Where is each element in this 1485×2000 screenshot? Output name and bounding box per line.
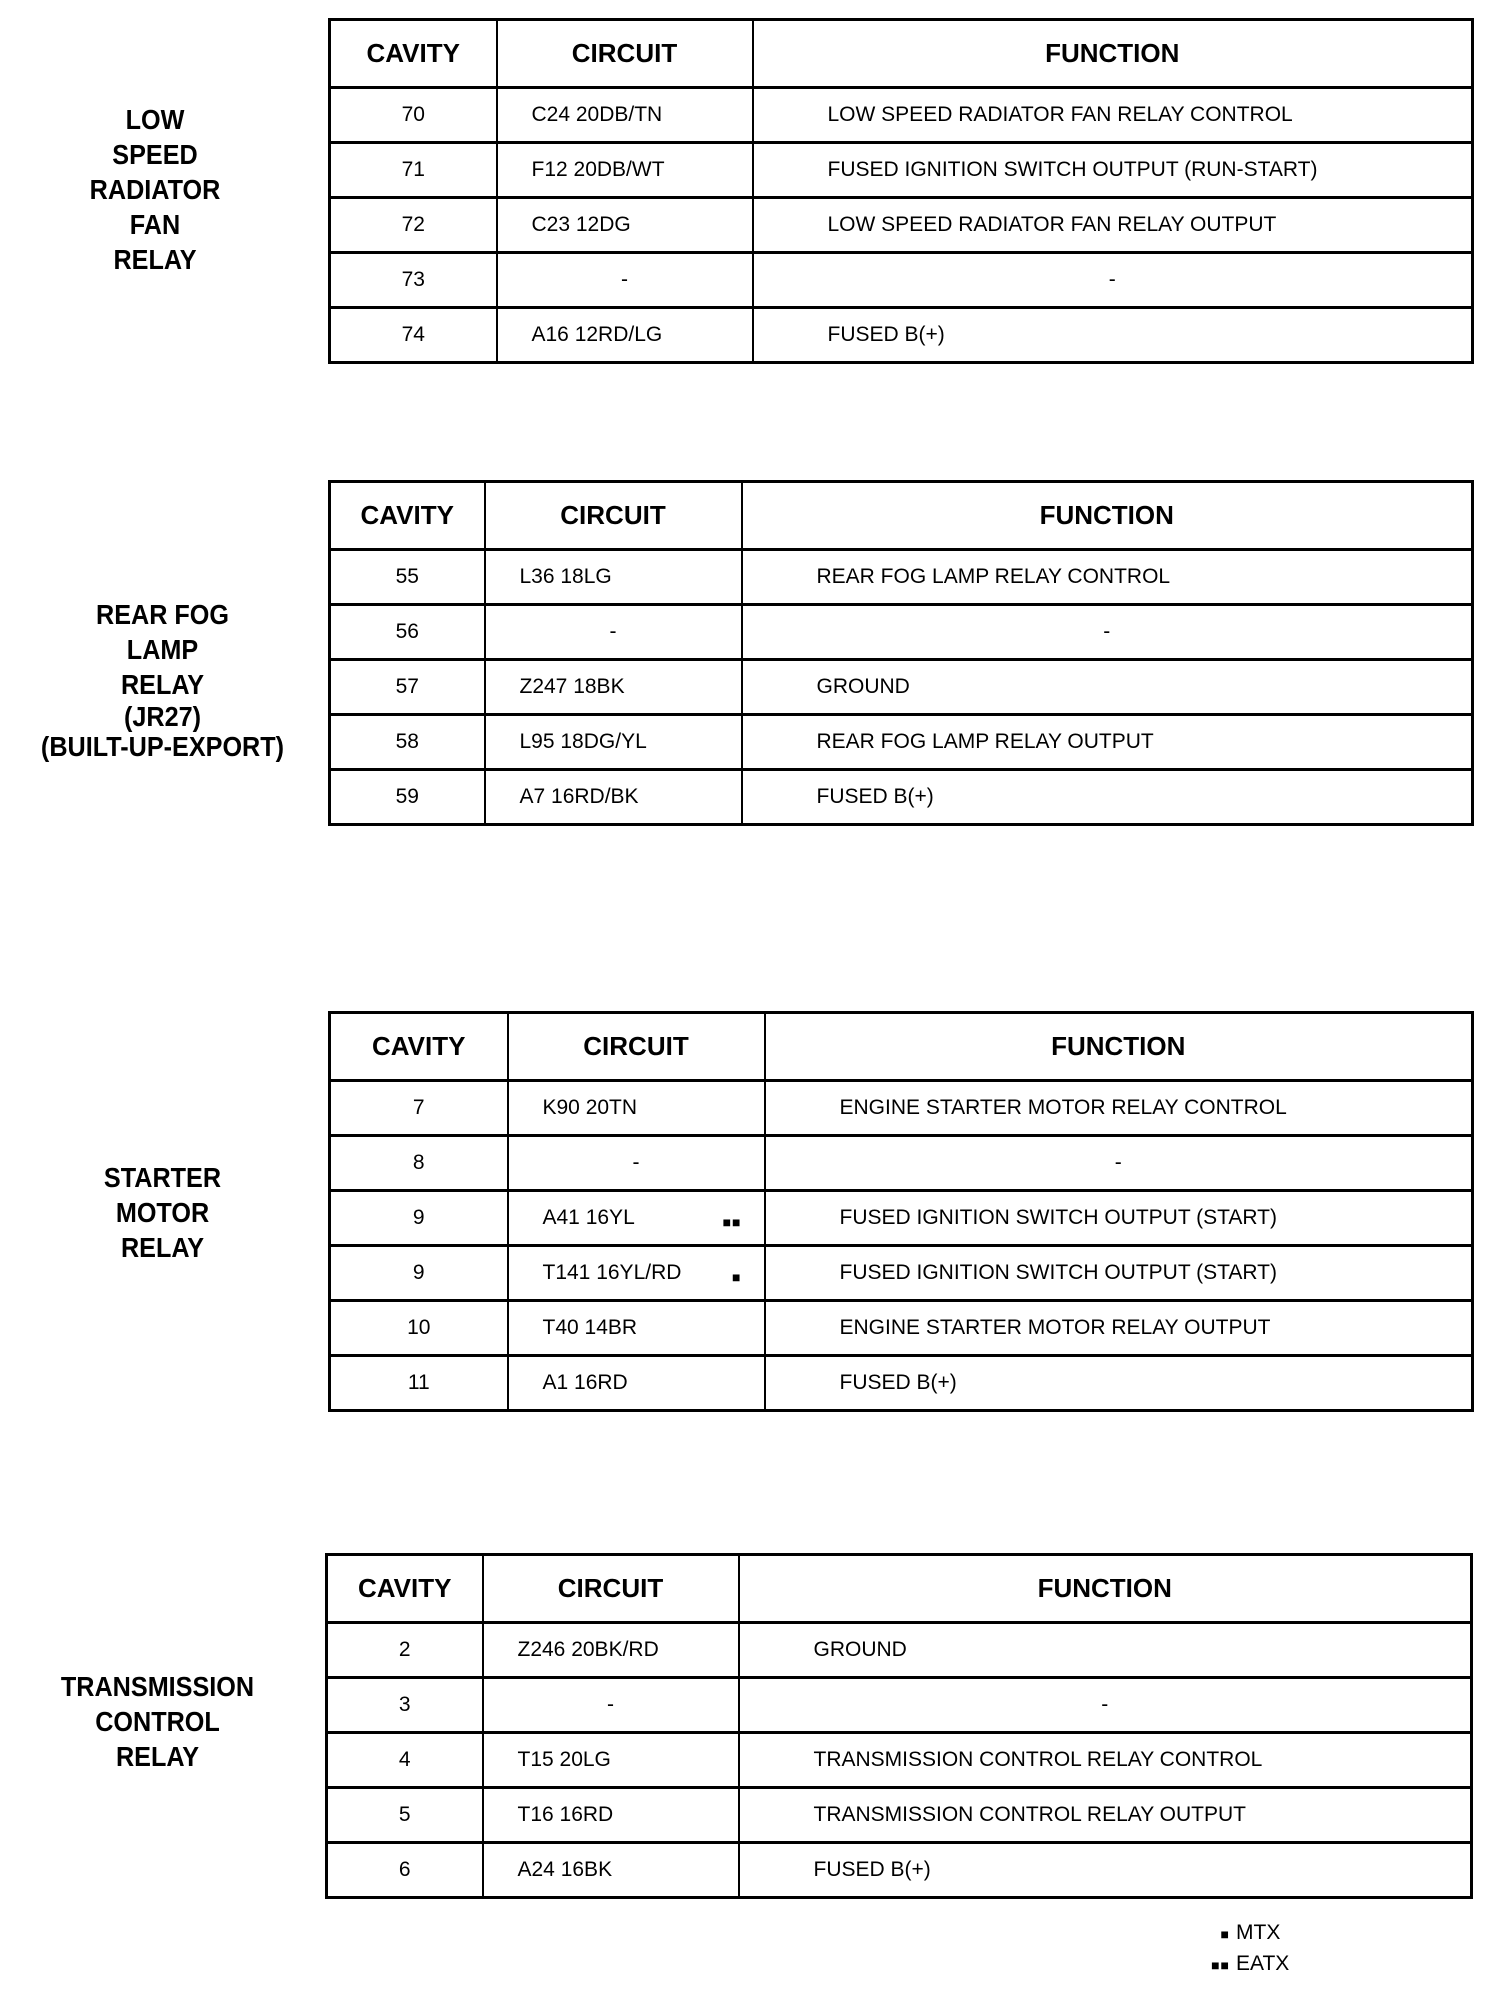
cavity-cell: 74 [330, 308, 497, 363]
function-header: FUNCTION [742, 482, 1473, 550]
function-cell: TRANSMISSION CONTROL RELAY CONTROL [739, 1733, 1472, 1788]
label-line: RELAY [120, 1232, 205, 1263]
circuit-cell: - [497, 253, 753, 308]
cavity-cell: 10 [330, 1301, 508, 1356]
cavity-header: CAVITY [330, 1013, 508, 1081]
circuit-cell: A1 16RD [508, 1356, 765, 1411]
cavity-header: CAVITY [327, 1555, 483, 1623]
transmission-control-relay-table [325, 1553, 1473, 1899]
cavity-cell: 70 [330, 88, 497, 143]
function-cell: - [765, 1136, 1473, 1191]
circuit-header: CIRCUIT [485, 482, 742, 550]
table-row [330, 198, 1473, 253]
function-cell: FUSED IGNITION SWITCH OUTPUT (START) [765, 1191, 1473, 1246]
circuit-cell: T40 14BR [508, 1301, 765, 1356]
legend-label: MTX [1236, 1921, 1281, 1944]
cavity-cell: 11 [330, 1356, 508, 1411]
function-header: FUNCTION [765, 1013, 1473, 1081]
function-cell: FUSED B(+) [765, 1356, 1473, 1411]
circuit-cell: - [483, 1678, 739, 1733]
eatx-marker-icon: ■■ [722, 1214, 742, 1230]
label-line: (BUILT-UP-EXPORT) [40, 731, 285, 762]
cavity-cell: 58 [330, 715, 485, 770]
function-cell: TRANSMISSION CONTROL RELAY OUTPUT [739, 1788, 1472, 1843]
label-line: (JR27) [123, 701, 202, 732]
legend-label: EATX [1236, 1952, 1290, 1975]
label-line: RELAY [115, 1741, 200, 1772]
cavity-cell: 6 [327, 1843, 483, 1898]
header-row [330, 20, 1473, 88]
cavity-header: CAVITY [330, 482, 485, 550]
table-row [330, 550, 1473, 605]
circuit-cell: A16 12RD/LG [497, 308, 753, 363]
function-cell: GROUND [742, 660, 1473, 715]
circuit-code: A41 16YL [542, 1206, 635, 1229]
table-row [327, 1623, 1472, 1678]
function-header: FUNCTION [753, 20, 1473, 88]
circuit-header: CIRCUIT [497, 20, 753, 88]
function-cell: LOW SPEED RADIATOR FAN RELAY CONTROL [753, 88, 1473, 143]
table-row [330, 1191, 1473, 1246]
cavity-cell: 57 [330, 660, 485, 715]
cavity-cell: 8 [330, 1136, 508, 1191]
function-cell: FUSED IGNITION SWITCH OUTPUT (START) [765, 1246, 1473, 1301]
table-row [330, 1246, 1473, 1301]
low-speed-radiator-fan-relay-table [328, 18, 1474, 364]
cavity-cell: 55 [330, 550, 485, 605]
label-line: REAR FOG [95, 599, 230, 630]
function-cell: REAR FOG LAMP RELAY OUTPUT [742, 715, 1473, 770]
rear-fog-lamp-relay-label [34, 597, 291, 762]
table-row [327, 1843, 1472, 1898]
label-line: FAN [129, 209, 181, 240]
function-cell: FUSED IGNITION SWITCH OUTPUT (RUN-START) [753, 143, 1473, 198]
circuit-cell: T16 16RD [483, 1788, 739, 1843]
label-line: CONTROL [95, 1706, 220, 1737]
starter-motor-relay-table [328, 1011, 1474, 1412]
table-row [330, 770, 1473, 825]
eatx-marker-icon: ■■ [1211, 1957, 1230, 1973]
circuit-cell: A7 16RD/BK [485, 770, 742, 825]
cavity-cell: 5 [327, 1788, 483, 1843]
label-line: SPEED [112, 139, 198, 170]
table-row [330, 605, 1473, 660]
function-header: FUNCTION [739, 1555, 1472, 1623]
header-row [330, 482, 1473, 550]
circuit-cell: L95 18DG/YL [485, 715, 742, 770]
rear-fog-lamp-relay-table [328, 480, 1474, 826]
cavity-cell: 9 [330, 1246, 508, 1301]
table-row [330, 715, 1473, 770]
cavity-cell: 59 [330, 770, 485, 825]
circuit-cell: - [508, 1136, 765, 1191]
table-row [330, 1136, 1473, 1191]
function-cell: FUSED B(+) [739, 1843, 1472, 1898]
circuit-code: T141 16YL/RD [542, 1261, 682, 1284]
cavity-cell: 73 [330, 253, 497, 308]
table-row [327, 1678, 1472, 1733]
table-row [327, 1788, 1472, 1843]
circuit-cell [508, 1191, 765, 1246]
header-row [327, 1555, 1472, 1623]
table-row [330, 308, 1473, 363]
circuit-cell: C23 12DG [497, 198, 753, 253]
cavity-cell: 7 [330, 1081, 508, 1136]
cavity-cell: 3 [327, 1678, 483, 1733]
table-row [327, 1733, 1472, 1788]
label-line: MOTOR [115, 1197, 210, 1228]
circuit-cell: L36 18LG [485, 550, 742, 605]
low-speed-radiator-fan-relay-label [70, 102, 241, 277]
label-line: RELAY [120, 669, 205, 700]
circuit-header: CIRCUIT [508, 1013, 765, 1081]
table-row [330, 1356, 1473, 1411]
legend-item-eatx [1196, 1949, 1289, 1980]
transmission-control-relay-label [47, 1669, 268, 1774]
table-row [330, 143, 1473, 198]
table-row [330, 1301, 1473, 1356]
cavity-cell: 71 [330, 143, 497, 198]
circuit-cell: C24 20DB/TN [497, 88, 753, 143]
cavity-cell: 4 [327, 1733, 483, 1788]
circuit-cell: F12 20DB/WT [497, 143, 753, 198]
table-row [330, 88, 1473, 143]
label-line: STARTER [103, 1162, 222, 1193]
circuit-cell: A24 16BK [483, 1843, 739, 1898]
label-line: RELAY [113, 244, 197, 275]
cavity-cell: 2 [327, 1623, 483, 1678]
header-row [330, 1013, 1473, 1081]
starter-motor-relay-label [79, 1160, 246, 1265]
function-cell: ENGINE STARTER MOTOR RELAY CONTROL [765, 1081, 1473, 1136]
label-line: LOW [125, 104, 185, 135]
function-cell: FUSED B(+) [753, 308, 1473, 363]
circuit-cell: T15 20LG [483, 1733, 739, 1788]
cavity-cell: 56 [330, 605, 485, 660]
table-row [330, 1081, 1473, 1136]
circuit-cell: - [485, 605, 742, 660]
table-row [330, 253, 1473, 308]
circuit-cell: Z246 20BK/RD [483, 1623, 739, 1678]
legend-item-mtx [1196, 1918, 1289, 1949]
label-line: RADIATOR [89, 174, 221, 205]
cavity-cell: 72 [330, 198, 497, 253]
cavity-header: CAVITY [330, 20, 497, 88]
function-cell: GROUND [739, 1623, 1472, 1678]
circuit-cell [508, 1246, 765, 1301]
function-cell: REAR FOG LAMP RELAY CONTROL [742, 550, 1473, 605]
legend [1196, 1918, 1289, 1980]
function-cell: ENGINE STARTER MOTOR RELAY OUTPUT [765, 1301, 1473, 1356]
circuit-header: CIRCUIT [483, 1555, 739, 1623]
function-cell: LOW SPEED RADIATOR FAN RELAY OUTPUT [753, 198, 1473, 253]
circuit-cell: Z247 18BK [485, 660, 742, 715]
mtx-marker-icon: ■ [1220, 1926, 1230, 1942]
label-line: TRANSMISSION [60, 1671, 255, 1702]
function-cell: - [753, 253, 1473, 308]
circuit-cell: K90 20TN [508, 1081, 765, 1136]
cavity-cell: 9 [330, 1191, 508, 1246]
function-cell: - [739, 1678, 1472, 1733]
function-cell: FUSED B(+) [742, 770, 1473, 825]
table-row [330, 660, 1473, 715]
mtx-marker-icon: ■ [732, 1269, 742, 1285]
function-cell: - [742, 605, 1473, 660]
label-line: LAMP [126, 634, 199, 665]
